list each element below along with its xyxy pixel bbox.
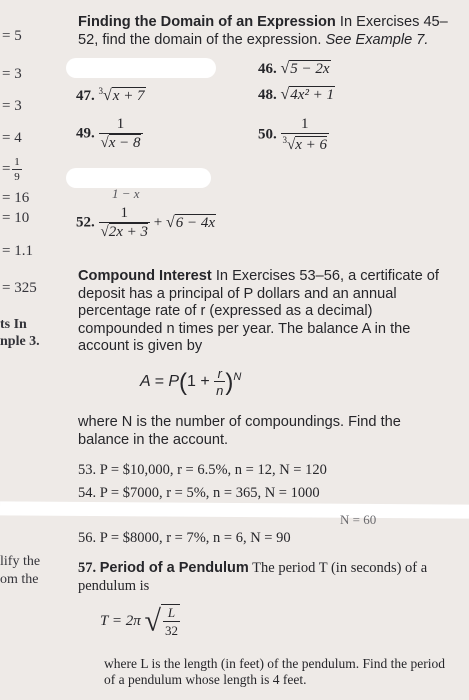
exercise-48: 48. √4x² + 1: [258, 86, 335, 103]
margin-answer: = 5: [2, 28, 22, 44]
radicand: 6 − 4x: [175, 215, 216, 231]
section-text: The period T (in seconds) of a pendulum is: [78, 560, 428, 594]
exercise-number: 50.: [258, 126, 277, 143]
margin-answer: = 1.1: [2, 243, 33, 259]
exponent: N: [233, 370, 242, 383]
radicand: x − 8: [108, 135, 141, 151]
exercise-number: 48.: [258, 87, 277, 103]
root-index: 3: [98, 86, 103, 96]
compound-after-text: where N is the number of compoundings. Find the balance in the account.: [78, 414, 401, 448]
formula-lhs: A = P: [140, 373, 179, 391]
exercise-number: 46.: [258, 61, 277, 77]
compound-formula: A = P(1 + $\frac{r}{n}$ )$^N$: [140, 366, 242, 398]
numerator: 1: [301, 116, 309, 132]
section-intro: In Exercises 45–52, find the domain of the expression.: [78, 14, 448, 48]
rate-symbol: r: [217, 366, 222, 381]
compound-interest-intro: [78, 268, 454, 356]
denominator: 32: [164, 623, 178, 638]
exercise-55-tail: N = 60: [340, 512, 377, 527]
smudge-mark: [66, 58, 216, 78]
domain-section-intro: [78, 14, 454, 49]
margin-answer: = 4: [2, 130, 22, 146]
margin-fraction: [12, 156, 22, 183]
exercise-50: 50. $\frac{1}{^3√x + 6}$: [258, 116, 328, 153]
margin-text: lify the: [0, 554, 41, 569]
margin-answer: = 3: [2, 66, 22, 82]
margin-text: ts In: [0, 317, 27, 332]
exercise-46: 46. √5 − 2x: [258, 60, 330, 77]
radicand: x + 6: [295, 137, 328, 153]
margin-answer: =: [2, 161, 11, 177]
pendulum-intro: [78, 560, 458, 595]
section-title: Period of a Pendulum: [99, 560, 249, 576]
exercise-number: 57.: [78, 560, 97, 576]
section-title: Finding the Domain of an Expression: [78, 14, 336, 30]
numerator: L: [167, 605, 176, 620]
radicand: 2x + 3: [108, 224, 149, 240]
exercise-number: 47.: [76, 88, 95, 104]
exercise-51-partial: 1 − x: [112, 186, 140, 201]
section-text: In Exercises 53–56, a certificate of deposit has a principal of P dollars and an annual percentage rate of r (expressed as a decimal) compounded n times per year. The balance A in the account is given by: [78, 268, 439, 354]
exercise-53: 53. P = $10,000, r = 6.5%, n = 12, N = 120: [78, 462, 327, 478]
formula-lhs: T = 2π: [100, 613, 141, 629]
pendulum-after-text: where L is the length (in feet) of the pendulum. Find the period of a pendulum whose length is 4 feet.: [104, 656, 446, 687]
margin-answer: = 16: [2, 190, 30, 206]
section-title: Compound Interest: [78, 268, 212, 284]
exercise-47: 47. $^3$√x + 7: [76, 86, 145, 104]
compounding-symbol: n: [216, 383, 224, 398]
root-index: 3: [282, 135, 287, 145]
see-example: See Example 7.: [325, 31, 429, 48]
fraction-denominator: 9: [14, 171, 20, 183]
margin-text: om the: [0, 572, 39, 587]
radicand: x + 7: [112, 88, 145, 104]
margin-answer: = 10: [2, 210, 30, 226]
numerator: 1: [120, 205, 128, 221]
exercise-54: 54. P = $7000, r = 5%, n = 365, N = 1000: [78, 485, 320, 501]
pendulum-formula: T = 2π √ $\frac{L}{32}$: [100, 604, 178, 638]
margin-answer: = 325: [2, 280, 37, 296]
radicand: 4x² + 1: [290, 87, 335, 103]
margin-text: nple 3.: [0, 334, 40, 349]
margin-answer: = 3: [2, 98, 22, 114]
white-stroke: [0, 501, 469, 518]
plus-sign: +: [153, 214, 163, 231]
exercise-52: 52. $\frac{1}{√2x + 3}$ + √6 − 4x: [76, 205, 216, 240]
exercise-49: 49. $\frac{1}{√x - 8}$: [76, 116, 141, 151]
exercise-number: 52.: [76, 214, 95, 231]
smudge-mark: [66, 168, 211, 188]
exercise-56: 56. P = $8000, r = 7%, n = 6, N = 90: [78, 530, 291, 546]
numerator: 1: [116, 116, 125, 132]
fraction-numerator: 1: [14, 156, 20, 168]
radicand: 5 − 2x: [290, 61, 330, 77]
exercise-number: 49.: [76, 125, 95, 142]
